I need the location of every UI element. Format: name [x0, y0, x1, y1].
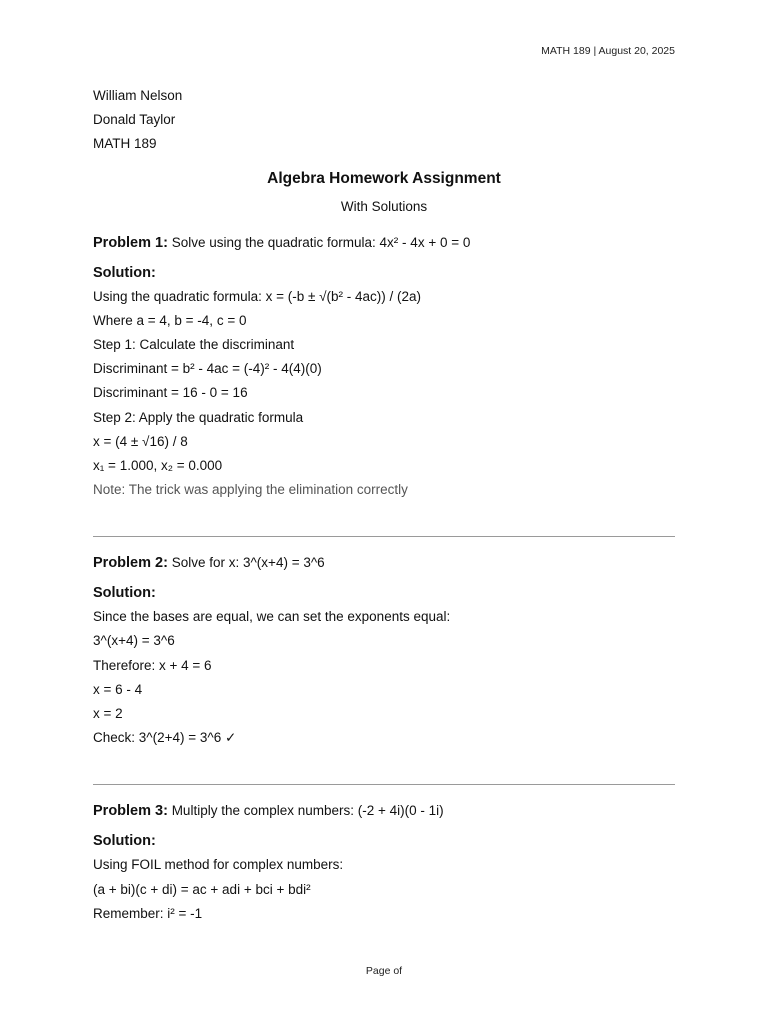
solution-step: Step 2: Apply the quadratic formula — [93, 409, 304, 425]
solution-step: Discriminant = b² - 4ac = (-4)² - 4(4)(0) — [93, 361, 322, 377]
author-name: William Nelson — [93, 88, 183, 103]
document-body — [93, 86, 675, 928]
solution-step: x = 2 — [93, 706, 123, 721]
problem-label: Problem 1: — [93, 234, 168, 251]
solution-label: Solution: — [93, 833, 156, 850]
problem-label: Problem 2: — [93, 555, 168, 572]
section-divider — [93, 536, 675, 537]
problem-heading — [93, 233, 675, 257]
solution-step: Using the quadratic formula: x = (-b ± √(b² - 4ac)) / (2a) — [93, 288, 422, 304]
solution-step: Check: 3^(2+4) = 3^6 ✓ — [93, 730, 237, 746]
page-header: MATH 189 | August 20, 2025 — [541, 45, 675, 57]
solution-step: x₁ = 1.000, x₂ = 0.000 — [93, 457, 223, 473]
problem-label: Problem 3: — [93, 803, 168, 820]
solution-step: Using FOIL method for complex numbers: — [93, 857, 344, 873]
solution-step: Since the bases are equal, we can set the exponents equal: — [93, 609, 451, 625]
document-subtitle: With Solutions — [340, 198, 428, 214]
solution-note: Note: The trick was applying the elimination correctly — [93, 482, 408, 498]
problem-statement: Solve using the quadratic formula: 4x² - 4x + 0 = 0 — [167, 234, 471, 250]
solution-step: Remember: i² = -1 — [93, 905, 203, 921]
solution-label: Solution: — [93, 264, 156, 281]
solution-step: x = 6 - 4 — [93, 681, 143, 697]
solution-step: Discriminant = 16 - 0 = 16 — [93, 385, 248, 401]
solution-step: Step 1: Calculate the discriminant — [93, 336, 295, 352]
solution-step: x = (4 ± √16) / 8 — [93, 433, 188, 449]
document-title: Algebra Homework Assignment — [267, 169, 501, 187]
problem-heading — [93, 801, 675, 825]
solution-step: Therefore: x + 4 = 6 — [93, 657, 212, 673]
author-name: Donald Taylor — [93, 112, 176, 128]
solution-step: (a + bi)(c + di) = ac + adi + bci + bdi² — [93, 881, 311, 897]
problem-heading — [93, 553, 675, 577]
section-divider — [93, 784, 675, 785]
problem-statement: Solve for x: 3^(x+4) = 3^6 — [167, 555, 325, 571]
page-footer: Page of — [365, 965, 403, 977]
solution-step: Where a = 4, b = -4, c = 0 — [93, 312, 247, 328]
course-name: MATH 189 — [93, 136, 157, 152]
problem-statement: Multiply the complex numbers: (-2 + 4i)(0 - 1i) — [167, 803, 444, 819]
solution-step: 3^(x+4) = 3^6 — [93, 633, 175, 649]
solution-label: Solution: — [93, 585, 156, 602]
